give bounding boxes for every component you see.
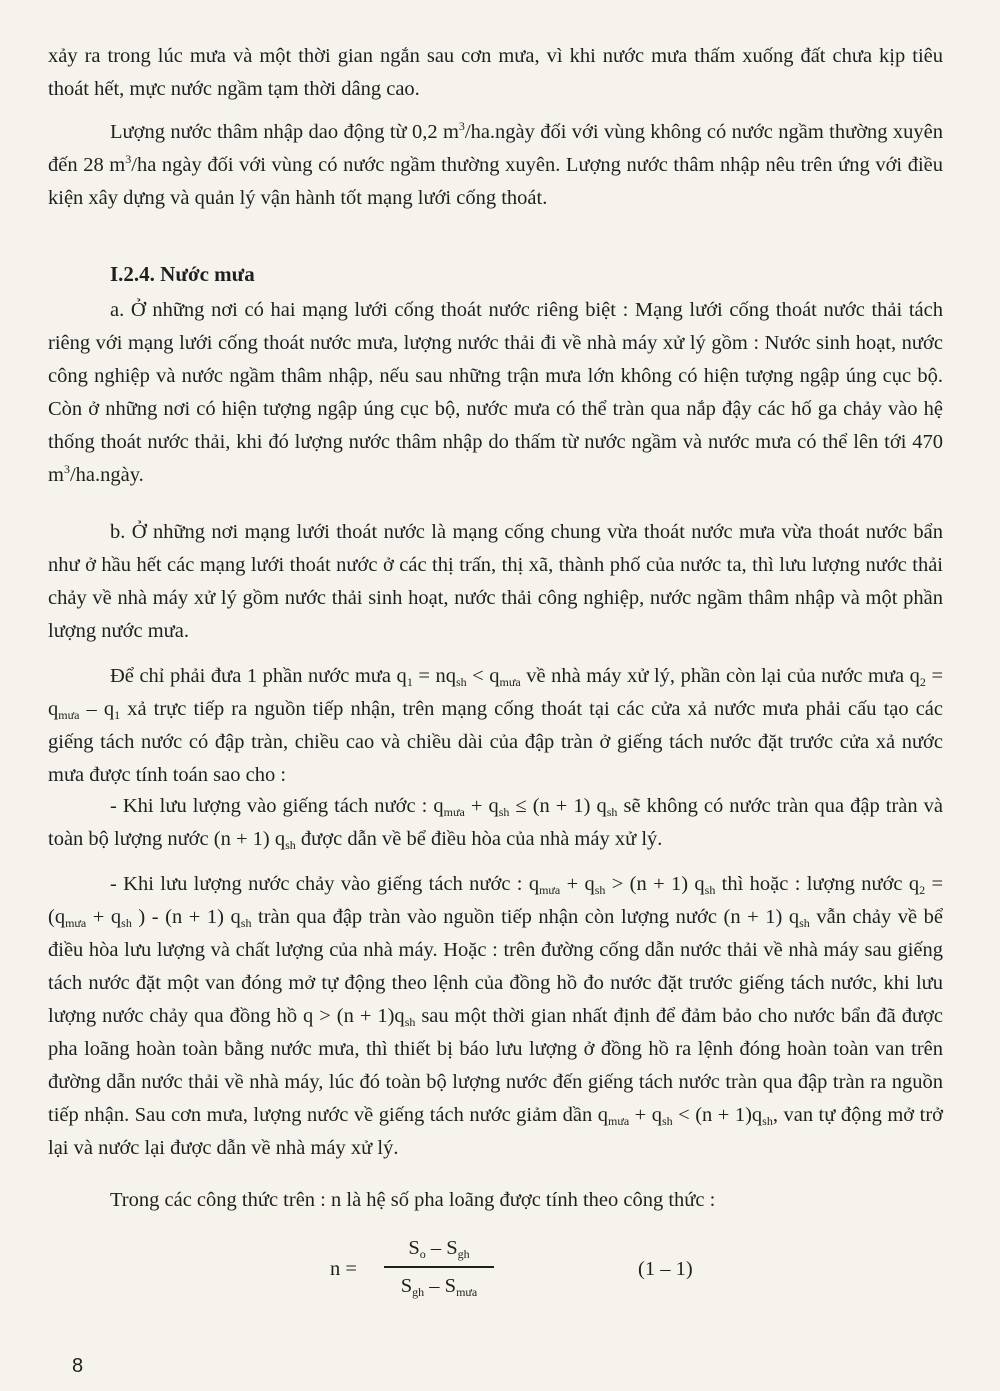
paragraph-separation: Để chỉ phải đưa 1 phần nước mưa $q_1 = nq_{sh} < q_{mưa}$ về nhà máy xử lý, phần còn lại của nước mưa $q_2 = q_{mưa} - q_1$ xả trực tiếp ra nguồn tiếp nhận, trên mạng cống thoát tại các cửa xả nước mưa phải cấu tạo các giếng tách nước có đập tràn, chiều cao và chiều dài của đập tràn ở giếng tách nước đặt trước cửa xả nước mưa được tính toán sao cho : <box>48 665 944 786</box>
formula-lhs: n = <box>330 1258 357 1280</box>
paragraph-b: b. Ở những nơi mạng lưới thoát nước là mạng cống chung vừa thoát nước mưa vừa thoát nước bẩn như ở hầu hết các mạng lưới thoát nước ở các thị trấn, thị xã, thành phố của nước ta, thì lưu lượng nước thải chảy về nhà máy xử lý gồm nước thải sinh hoạt, nước thải công nghiệp, nước ngầm thâm nhập và một phần lượng nước mưa. <box>48 521 943 642</box>
paragraph-formula-intro: Trong các công thức trên : n là hệ số pha loãng được tính theo công thức : <box>110 1189 716 1211</box>
paragraph-a: a. Ở những nơi có hai mạng lưới cống thoát nước riêng biệt : Mạng lưới cống thoát nước thải tách riêng với mạng lưới cống thoát nước mưa, lượng nước thải đi về nhà máy xử lý gồm : Nước sinh hoạt, nước công nghiệp và nước ngầm thâm nhập, nếu sau những trận mưa lớn không có hiện tượng ngập úng cục bộ. Còn ở những nơi có hiện tượng ngập úng cục bộ, nước mưa có thể tràn qua nắp đậy các hố ga chảy vào hệ thống thoát nước thải, khi đó lượng nước thâm nhập do thấm từ nước ngầm và nước mưa có thể lên tới 470 $m^3/ha.ngày$. <box>48 299 943 486</box>
dilution-formula <box>330 1232 790 1312</box>
equation-number: (1 – 1) <box>638 1258 693 1280</box>
formula-numerator: $S_o - S_{gh}$ <box>408 1237 470 1261</box>
paragraph-infiltration: Lượng nước thâm nhập dao động từ 0,2 $m^3/ha.ngày$ đối với vùng không có nước ngầm thường xuyên đến 28 $m^3/ha$ ngày đối với vùng có nước ngầm thường xuyên. Lượng nước thâm nhập nêu trên ứng với điều kiện xây dựng và quản lý vận hành tốt mạng lưới cống thoát. <box>48 119 943 209</box>
paragraph-case-2: - Khi lưu lượng nước chảy vào giếng tách nước : $q_{mưa} + q_{sh} > (n + 1)$ $q_{sh}$ thì hoặc : lượng nước $q_2 = (q_{mưa} + q_{sh}$ ) - (n + 1) $q_{sh}$ tràn qua đập tràn vào nguồn tiếp nhận còn lượng nước (n + 1) $q_{sh}$ vẫn chảy về bể điều hòa lưu lượng và chất lượng của nhà máy. Hoặc : trên đường cống dẫn nước thải về nhà máy sau giếng tách nước đặt một van đóng mở tự động theo lệnh của đồng hồ đo nước đặt trước giếng tách nước, khi lưu lượng nước chảy qua đồng hồ $q > (n + 1)q_{sh}$ sau một thời gian nhất định để đảm bảo cho nước bẩn đã được pha loãng hoàn toàn bằng nước mưa, thì thiết bị báo lưu lượng ở đồng hồ ra lệnh đóng hoàn toàn van trên đường dẫn nước thải về nhà máy, lúc đó toàn bộ lượng nước đến giếng tách nước tràn qua đập tràn ra nguồn tiếp nhận. Sau cơn mưa, lượng nước về giếng tách nước giảm dần $q_{mưa} + q_{sh} < (n + 1)q_{sh}$, van tự động mở trở lại và nước lại được dẫn về nhà máy xử lý. <box>48 873 944 1159</box>
page-number: 8 <box>72 1355 84 1377</box>
paragraph-continuation: xảy ra trong lúc mưa và một thời gian ngắn sau cơn mưa, vì khi nước mưa thấm xuống đất chưa kịp tiêu thoát hết, mực nước ngầm tạm thời dâng cao. <box>48 45 943 100</box>
formula-denominator: $S_{gh} - S_{mưa}$ <box>400 1274 478 1299</box>
paragraph-case-1: - Khi lưu lượng vào giếng tách nước : $q_{mưa} + q_{sh} \le (n + 1)$ $q_{sh}$ sẽ không có nước tràn qua đập tràn và toàn bộ lượng nước (n + 1) $q_{sh}$ được dẫn về bể điều hòa của nhà máy xử lý. <box>48 795 944 852</box>
section-heading: I.2.4. Nước mưa <box>110 262 255 286</box>
fraction-bar <box>384 1266 494 1268</box>
formula-fraction <box>384 1232 494 1302</box>
